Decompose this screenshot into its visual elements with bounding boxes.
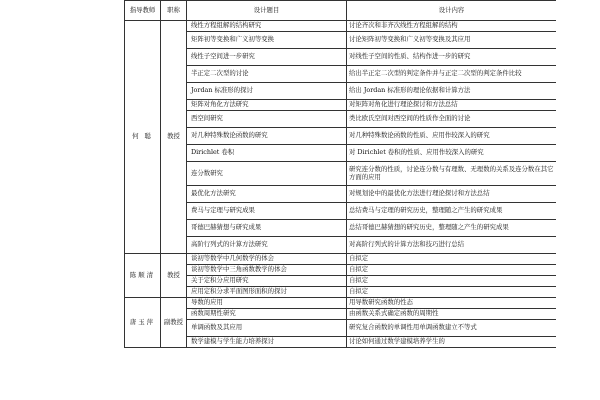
table-row [125, 237, 557, 254]
header-content: 设计内容 [347, 1, 557, 21]
topic-cell: 半正定二次型的讨论 [187, 66, 347, 83]
topic-cell: 关于定积分应用研究 [187, 276, 347, 287]
table-row [125, 287, 557, 298]
topic-cell: Jordan 标准形的探讨 [187, 83, 347, 100]
table-row [125, 337, 557, 348]
thesis-topic-table [124, 0, 556, 348]
topic-cell: 费马与定理与研究成果 [187, 203, 347, 220]
content-cell: 由函数关系式确定函数的周期性 [347, 309, 557, 320]
table-row [125, 298, 557, 309]
content-cell: 对高阶行列式的计算方法和技巧进行总结 [347, 237, 557, 254]
teacher-name [125, 21, 161, 254]
table-row [125, 265, 557, 276]
topic-cell: 线性方程组解的结构研究 [187, 21, 347, 32]
topic-cell: 矩阵对角化方法研究 [187, 100, 347, 111]
table-row [125, 276, 557, 287]
teacher-name [125, 298, 161, 348]
table-row [125, 162, 557, 186]
content-cell: 用导数研究函数的性态 [347, 298, 557, 309]
topic-cell: 函数周期性研究 [187, 309, 347, 320]
content-cell: 对 Dirichlet 卷积的性质、应用作较深入的研究 [347, 145, 557, 162]
content-cell: 给出 Jordan 标准形的理论依据和计算方法 [347, 83, 557, 100]
table-row [125, 309, 557, 320]
topic-cell: 线性子空间进一步研究 [187, 49, 347, 66]
table-row [125, 49, 557, 66]
content-cell: 讨论矩阵初等变换和广义初等变换及其应用 [347, 32, 557, 49]
table-row [125, 21, 557, 32]
topic-cell: 哥德巴赫猜想与研究成果 [187, 220, 347, 237]
table-row [125, 100, 557, 111]
content-cell: 对矩阵对角化进行理论探讨和方法总结 [347, 100, 557, 111]
table-row [125, 320, 557, 337]
content-cell: 对规划论中的最优化方法进行理论探讨和方法总结 [347, 186, 557, 203]
table-row [125, 254, 557, 265]
content-cell: 研究复合函数的单调性用单调函数建立不等式 [347, 320, 557, 337]
topic-cell: Dirichlet 卷积 [187, 145, 347, 162]
table-row [125, 83, 557, 100]
topic-cell: 数学建模与学生能力培养探讨 [187, 337, 347, 348]
topic-cell: 西空间研究 [187, 111, 347, 128]
teacher-name [125, 254, 161, 298]
table-row [125, 145, 557, 162]
table-row [125, 66, 557, 83]
teacher-title: 副教授 [161, 298, 187, 348]
header-title: 职称 [161, 1, 187, 21]
content-cell: 总结哥德巴赫猜想的研究历史，整理随之产生的研究成果 [347, 220, 557, 237]
header-teacher: 指导教师 [125, 1, 161, 21]
topic-cell: 最优化方法研究 [187, 186, 347, 203]
topic-cell: 谈初等数学中几何数学的体会 [187, 254, 347, 265]
topic-cell: 矩阵初等变换和广义初等变换 [187, 32, 347, 49]
content-cell: 对几种特殊数论函数的性质、应用作较深入的研究 [347, 128, 557, 145]
content-cell: 讨论如何通过数学建模培养学生的 [347, 337, 557, 348]
content-cell: 自拟定 [347, 276, 557, 287]
topic-cell: 应用定积分求平面图形面积的探讨 [187, 287, 347, 298]
content-cell: 对线性子空间的性质、结构作进一步的研究 [347, 49, 557, 66]
table-row [125, 220, 557, 237]
table-row [125, 111, 557, 128]
content-cell: 总结费马与定理的研究历史，整理随之产生的研究成果 [347, 203, 557, 220]
table-row [125, 186, 557, 203]
teacher-name-text: 何 聪 [132, 132, 153, 141]
topic-cell: 对几种特殊数论函数的研究 [187, 128, 347, 145]
topic-cell: 谈初等数学中三角函数教学的体会 [187, 265, 347, 276]
topic-cell: 高阶行列式的计算方法研究 [187, 237, 347, 254]
content-cell: 类比欧氏空间对西空间的性质作全面的讨论 [347, 111, 557, 128]
content-cell: 讨论齐次和非齐次线性方程组解的结构 [347, 21, 557, 32]
content-cell: 研究连分数的性质，讨论连分数与有理数、无理数的关系及连分数在其它方面的应用 [347, 162, 557, 186]
table-row [125, 128, 557, 145]
header-topic: 设计题目 [187, 1, 347, 21]
topic-cell: 单调函数及其应用 [187, 320, 347, 337]
content-cell: 给出半正定二次型的判定条件并与正定二次型的判定条件比较 [347, 66, 557, 83]
content-cell: 自拟定 [347, 265, 557, 276]
teacher-title: 教授 [161, 254, 187, 298]
teacher-name-text: 唐玉萍 [129, 317, 156, 326]
table-row [125, 203, 557, 220]
topic-cell: 导数的应用 [187, 298, 347, 309]
document-page [124, 0, 556, 400]
table-header-row [125, 1, 557, 21]
teacher-name-text: 陈顺清 [129, 270, 156, 279]
content-cell: 自拟定 [347, 254, 557, 265]
content-cell: 自拟定 [347, 287, 557, 298]
teacher-title: 教授 [161, 21, 187, 254]
table-row [125, 32, 557, 49]
topic-cell: 连分数研究 [187, 162, 347, 186]
table-body [125, 21, 557, 348]
